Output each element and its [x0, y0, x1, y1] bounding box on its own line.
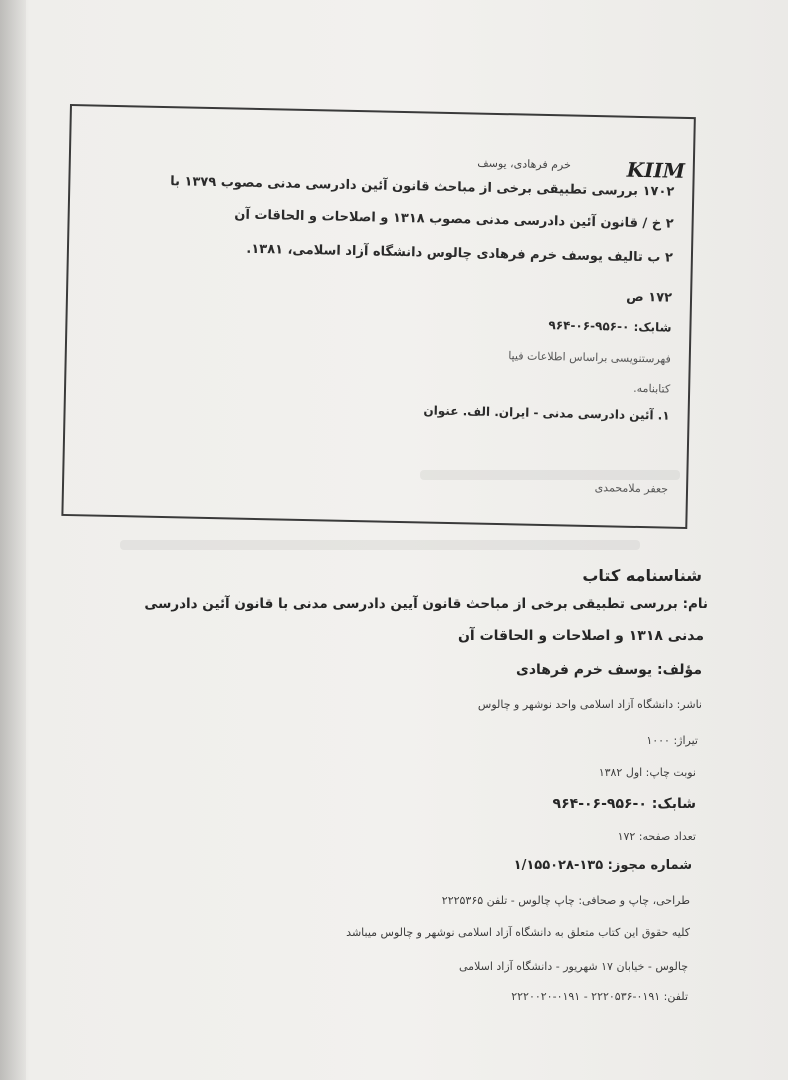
book-id-title: شناسنامه کتاب — [582, 566, 702, 585]
cip-bibliography: کتابنامه. — [633, 381, 671, 396]
book-phone: تلفن: ۰۱۹۱-۲۲۲۰۵۳۶ - ۰۱۹۱-۲۲۲۰۰۲۰ — [511, 990, 688, 1003]
book-name-line-1: نام: بررسی تطبیقی برخی از مباحث قانون آیین دادرسی مدنی با قانون آئین دادرسی — [144, 596, 708, 612]
book-publisher: ناشر: دانشگاه آزاد اسلامی واحد نوشهر و چالوس — [477, 698, 702, 711]
cip-classification-code: KIIM — [626, 157, 686, 183]
book-print-design: طراحی، چاپ و صحافی: چاپ چالوس - تلفن ۲۲۲۵۳۶۵ — [441, 894, 690, 907]
book-permit-number: شماره مجوز: ۱۳۵-۱/۱۵۵۰۲۸ — [513, 858, 692, 873]
cip-isbn: شابک: ۰-۹۵۶-۰۶-۹۶۴ — [548, 318, 672, 335]
book-isbn: شابک: ۰-۹۵۶-۰۶-۹۶۴ — [552, 796, 696, 812]
book-address: چالوس - خیابان ۱۷ شهریور - دانشگاه آزاد اسلامی — [459, 960, 688, 973]
book-author: مؤلف: یوسف خرم فرهادی — [516, 662, 702, 678]
cip-pages: ۱۷۲ ص — [626, 289, 673, 306]
book-page-count: تعداد صفحه: ۱۷۲ — [617, 830, 696, 843]
book-rights-notice: کلیه حقوق این کتاب متعلق به دانشگاه آزاد اسلامی نوشهر و چالوس میباشد — [346, 926, 690, 939]
cip-subject: ۱. آئین دادرسی مدنی - ایران. الف. عنوان — [423, 403, 670, 423]
cip-line-2: ۲ خ / قانون آئین دادرسی مدنی مصوب ۱۳۱۸ و اصلاحات و الحاقات آن — [234, 207, 674, 232]
cip-author-heading: خرم فرهادی، یوسف — [477, 156, 571, 172]
cip-catalog-box — [61, 104, 695, 529]
cip-line-1: ۱۷۰۲ بررسی تطبیقی برخی از مباحث قانون آئین دادرسی مدنی مصوب ۱۳۷۹ با — [170, 174, 675, 200]
bleed-through-mark — [120, 540, 640, 550]
cip-cataloger: جعفر ملامحمدی — [594, 481, 669, 496]
book-edition: نوبت چاپ: اول ۱۳۸۲ — [598, 766, 696, 779]
book-circulation: تیراژ: ۱۰۰۰ — [646, 734, 698, 747]
bleed-through-mark — [420, 470, 680, 480]
book-name-line-2: مدنی ۱۳۱۸ و اصلاحات و الحاقات آن — [457, 628, 704, 644]
page-spine-shadow — [0, 0, 26, 1080]
cip-fipa-note: فهرستنویسی براساس اطلاعات فیپا — [508, 349, 671, 366]
cip-line-3: ۲ ب تالیف یوسف خرم فرهادی چالوس دانشگاه آزاد اسلامی، ۱۳۸۱. — [246, 241, 674, 266]
